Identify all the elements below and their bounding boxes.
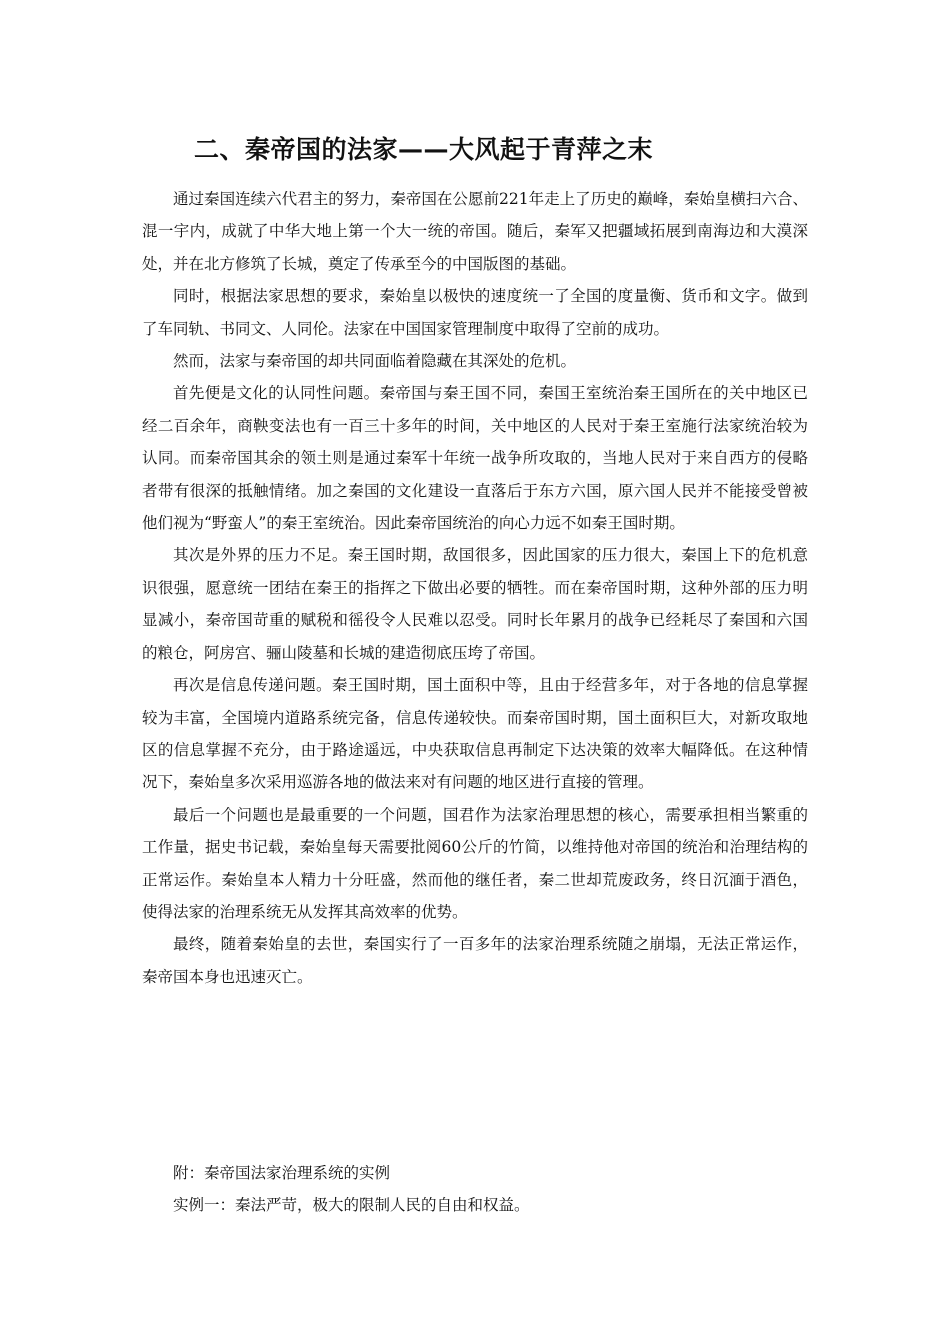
body-text — [142, 183, 808, 993]
appendix — [142, 1157, 808, 1222]
paragraph-5: 其次是外界的压力不足。秦王国时期，敌国很多，因此国家的压力很大，秦国上下的危机意识很强，愿意统一团结在秦王的指挥之下做出必要的牺牲。而在秦帝国时期，这种外部的压力明显减小，秦帝国苛重的赋税和徭役令人民难以忍受。同时长年累月的战争已经耗尽了秦国和六国的粮仓，阿房宫、骊山陵墓和长城的建造彻底压垮了帝国。 — [142, 546, 808, 662]
paragraph-4: 首先便是文化的认同性问题。秦帝国与秦王国不同，秦国王室统治秦王国所在的关中地区已经二百余年，商鞅变法也有一百三十多年的时间，关中地区的人民对于秦王室施行法家统治较为认同。而秦帝国其余的领土则是通过秦军十年统一战争所攻取的，当地人民对于来自西方的侵略者带有很深的抵触情绪。加之秦国的文化建设一直落后于东方六国，原六国人民并不能接受曾被他们视为“野蛮人”的秦王室统治。因此秦帝国统治的向心力远不如秦王国时期。 — [142, 384, 808, 533]
paragraph-7: 最后一个问题也是最重要的一个问题，国君作为法家治理思想的核心，需要承担相当繁重的工作量，据史书记载，秦始皇每天需要批阅60公斤的竹简，以维持他对帝国的统治和治理结构的正常运作。秦始皇本人精力十分旺盛，然而他的继任者，秦二世却荒废政务，终日沉湎于酒色，使得法家的治理系统无从发挥其高效率的优势。 — [142, 805, 808, 921]
paragraph-8: 最终，随着秦始皇的去世，秦国实行了一百多年的法家治理系统随之崩塌，无法正常运作，秦帝国本身也迅速灭亡。 — [142, 935, 808, 986]
paragraph-2: 同时，根据法家思想的要求，秦始皇以极快的速度统一了全国的度量衡、货币和文字。做到了车同轨、书同文、人同伦。法家在中国国家管理制度中取得了空前的成功。 — [142, 287, 808, 338]
page-title: 二、秦帝国的法家——大风起于青萍之末 — [194, 135, 654, 164]
paragraph-3: 然而，法家与秦帝国的却共同面临着隐藏在其深处的危机。 — [173, 352, 577, 371]
paragraph-6: 再次是信息传递问题。秦王国时期，国土面积中等，且由于经营多年，对于各地的信息掌握较为丰富，全国境内道路系统完备，信息传递较快。而秦帝国时期，国土面积巨大，对新攻取地区的信息掌握不充分，由于路途遥远，中央获取信息再制定下达决策的效率大幅降低。在这种情况下，秦始皇多次采用巡游各地的做法来对有问题的地区进行直接的管理。 — [142, 676, 808, 792]
paragraph-1: 通过秦国连续六代君主的努力，秦帝国在公愿前221年走上了历史的巅峰，秦始皇横扫六合、混一宇内，成就了中华大地上第一个大一统的帝国。随后，秦军又把疆域拓展到南海边和大漠深处，并在北方修筑了长城，奠定了传承至今的中国版图的基础。 — [142, 190, 808, 273]
appendix-heading: 附：秦帝国法家治理系统的实例 — [173, 1164, 391, 1182]
appendix-example-1: 实例一：秦法严苛，极大的限制人民的自由和权益。 — [173, 1196, 530, 1215]
